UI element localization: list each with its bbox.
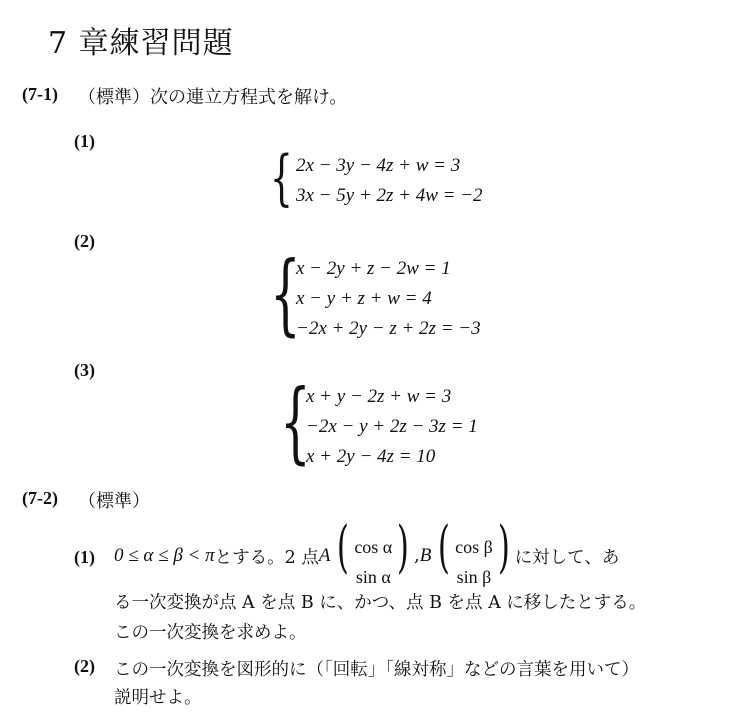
text-fragment: とする。2 点 [214, 547, 319, 568]
vector-b-top: cos β [455, 536, 493, 557]
vector-a-bottom: sin α [355, 566, 391, 587]
system-brace: { [270, 242, 301, 345]
item-7-2-2-label: (2) [74, 656, 95, 676]
text-fragment: に対して、あ [514, 547, 620, 568]
page-title: 7 章練習問題 [48, 26, 234, 61]
system-brace: { [280, 370, 311, 473]
point-a: A [318, 545, 331, 566]
item-7-2-1-line1 [114, 515, 620, 587]
equation: x + 2y − 4z = 10 [306, 446, 436, 467]
problem-7-2-label: (7-2) [22, 488, 58, 508]
vector-a-top: cos α [354, 536, 393, 557]
item-7-1-3-label: (3) [74, 360, 95, 380]
equation: x − 2y + z − 2w = 1 [296, 258, 451, 279]
item-7-1-2-label: (2) [74, 231, 95, 251]
equation: x + y − 2z + w = 3 [306, 386, 452, 407]
item-7-2-1-label: (1) [74, 547, 95, 567]
item-7-2-1-line3: この一次変換を求めよ。 [114, 623, 307, 643]
equation: x − y + z + w = 4 [296, 288, 432, 309]
equation: −2x + 2y − z + 2z = −3 [296, 318, 481, 339]
system-brace: { [270, 143, 293, 213]
item-7-2-1-line2: る一次変換が点 A を点 B に、かつ、点 B を点 A に移したとする。 [114, 593, 647, 613]
item-7-1-1-label: (1) [74, 131, 95, 151]
point-b: B [419, 545, 432, 566]
equation: 2x − 3y − 4z + w = 3 [296, 155, 461, 176]
problem-7-1-label: (7-1) [22, 84, 58, 104]
item-7-2-2-line1: この一次変換を図形的に（「回転」「線対称」などの言葉を用いて） [114, 660, 639, 680]
problem-7-2-text: （標準） [78, 491, 150, 512]
item-7-2-2-line2: 説明せよ。 [114, 688, 202, 708]
equation: 3x − 5y + 2z + 4w = −2 [296, 185, 483, 206]
text-fragment: , [414, 546, 420, 566]
vector-b-bottom: sin β [456, 566, 492, 587]
equation: −2x − y + 2z − 3z = 1 [306, 416, 478, 437]
vector-b: ( cos β sin β ) [438, 515, 510, 587]
condition-math: 0 ≤ α ≤ β < π [114, 545, 215, 566]
problem-7-1-text: （標準）次の連立方程式を解け。 [78, 87, 348, 108]
vector-a: ( cos α sin α ) [337, 515, 410, 587]
